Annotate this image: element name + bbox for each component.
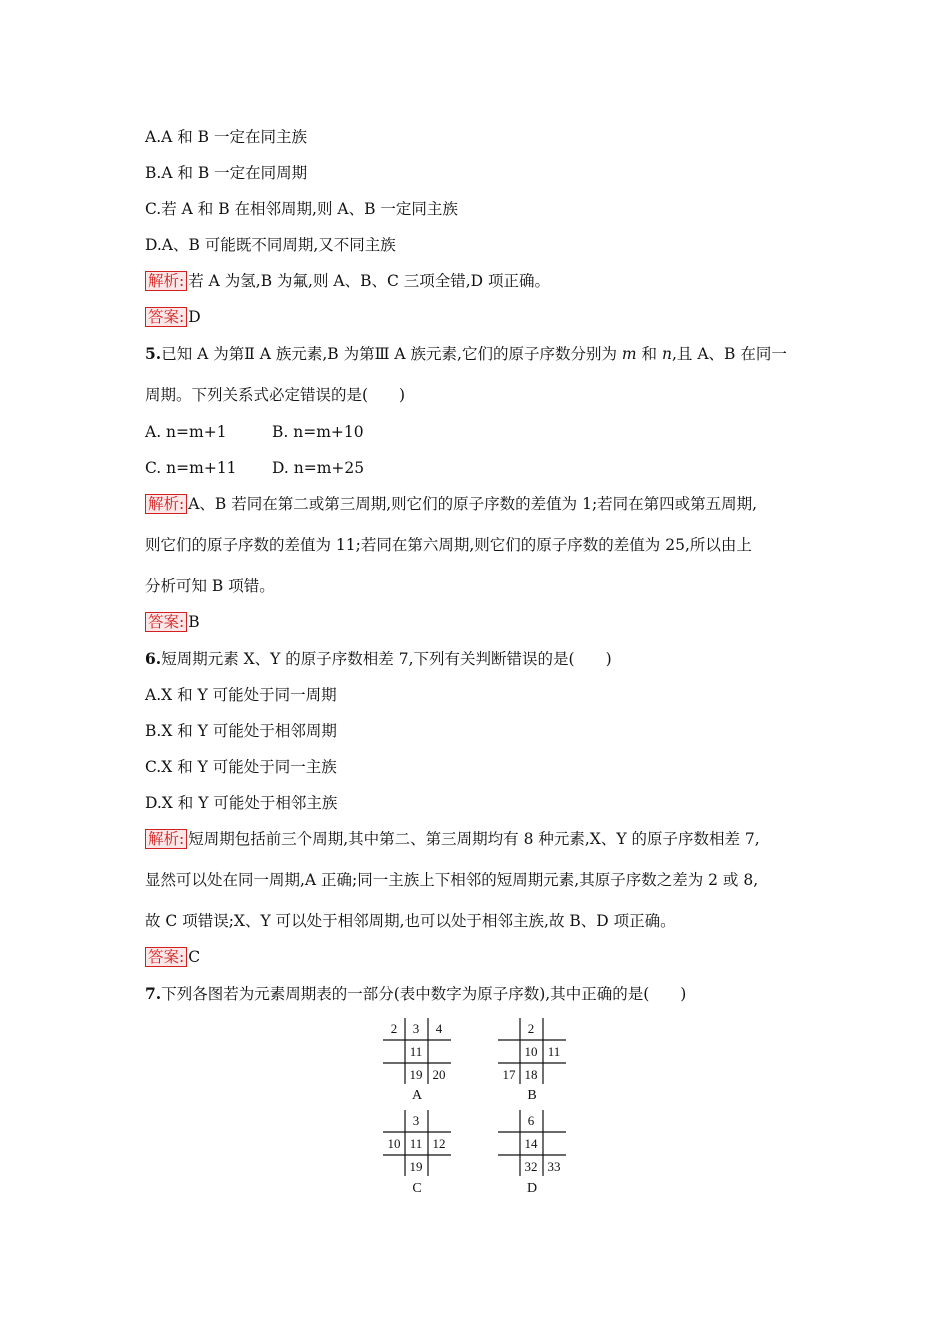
q4-option-b: B.A 和 B 一定在同周期 [145, 164, 308, 182]
q5-stem-part: 已知 A 为第Ⅱ A 族元素,B 为第Ⅲ A 族元素,它们的原子序数分别为 [161, 345, 622, 363]
cell: 11 [547, 1044, 561, 1059]
q7-stem [145, 983, 686, 1005]
q5-analysis-line3: 分析可知 B 项错。 [145, 577, 275, 595]
q5-analysis-line2: 则它们的原子序数的差值为 11;若同在第六周期,则它们的原子序数的差值为 25,所以由上 [145, 536, 752, 554]
cell: 19 [409, 1067, 423, 1082]
q7-stem-text: 下列各图若为元素周期表的一部分(表中数字为原子序数),其中正确的是( ) [161, 985, 687, 1003]
answer-tag: 答案: [145, 307, 187, 327]
q5-options-row1 [145, 421, 364, 443]
q5-option-a: A. n=m+1 [145, 423, 227, 441]
cell: 14 [524, 1136, 538, 1151]
answer-tag: 答案: [145, 947, 187, 967]
cell: 2 [390, 1021, 398, 1036]
q4-analysis-text: 若 A 为氢,B 为氟,则 A、B、C 三项全错,D 项正确。 [188, 272, 551, 290]
figure-d [498, 1110, 568, 1210]
q4-analysis [145, 270, 550, 292]
q6-option-c: C.X 和 Y 可能处于同一主族 [145, 758, 337, 776]
q5-option-c: C. n=m+11 [145, 459, 237, 477]
cell: 10 [387, 1136, 401, 1151]
cell: 17 [502, 1067, 516, 1082]
cell: 11 [409, 1136, 423, 1151]
q6-number: 6. [145, 649, 162, 668]
analysis-tag: 解析: [145, 271, 187, 291]
cell: 2 [527, 1021, 535, 1036]
q6-analysis-line3: 故 C 项错误;X、Y 可以处于相邻周期,也可以处于相邻主族,故 B、D 项正确。 [145, 912, 676, 930]
q6-option-b: B.X 和 Y 可能处于相邻周期 [145, 722, 337, 740]
cell: 3 [412, 1021, 420, 1036]
cell: 20 [432, 1067, 446, 1082]
q5-answer-value: B [188, 613, 200, 631]
q6-stem [145, 648, 612, 670]
q5-var-m: m [621, 345, 637, 363]
cell: 19 [409, 1159, 423, 1174]
analysis-tag: 解析: [145, 494, 187, 514]
figure-label-b: B [527, 1088, 537, 1103]
q6-answer-value: C [188, 948, 201, 966]
q6-option-d: D.X 和 Y 可能处于相邻主族 [145, 794, 338, 812]
figure-b [498, 1018, 568, 1118]
q5-stem-part: 和 [636, 345, 662, 363]
q4-answer-value: D [188, 308, 201, 326]
q5-analysis-text: A、B 若同在第二或第三周期,则它们的原子序数的差值为 1;若同在第四或第五周期, [188, 495, 758, 513]
q4-option-d: D.A、B 可能既不同周期,又不同主族 [145, 236, 396, 254]
q6-analysis-line1 [145, 828, 760, 850]
cell: 11 [409, 1044, 423, 1059]
cell: 10 [524, 1044, 538, 1059]
cell: 6 [527, 1113, 535, 1128]
q5-number: 5. [145, 344, 162, 363]
figure-c [383, 1110, 453, 1210]
figure-label-a: A [411, 1088, 423, 1103]
q4-option-c: C.若 A 和 B 在相邻周期,则 A、B 一定同主族 [145, 200, 458, 218]
cell: 3 [412, 1113, 420, 1128]
cell: 18 [524, 1067, 538, 1082]
q4-option-a: A.A 和 B 一定在同主族 [145, 128, 307, 146]
figure-label-c: C [412, 1181, 422, 1196]
q6-answer [145, 946, 200, 968]
figure-label-d: D [526, 1181, 538, 1196]
q4-answer [145, 306, 201, 328]
q5-stem-part: ,且 A、B 在同一 [671, 345, 787, 363]
q5-answer [145, 611, 200, 633]
q5-option-b: B. n=m+10 [272, 423, 364, 441]
q7-number: 7. [145, 984, 162, 1003]
cell: 12 [432, 1136, 446, 1151]
cell: 33 [547, 1159, 561, 1174]
q5-stem-line2: 周期。下列关系式必定错误的是( ) [145, 386, 406, 404]
answer-tag: 答案: [145, 612, 187, 632]
q5-option-d: D. n=m+25 [272, 459, 365, 477]
q5-options-row2 [145, 457, 365, 479]
q5-var-n: n [661, 345, 672, 363]
q6-analysis-line2: 显然可以处在同一周期,A 正确;同一主族上下相邻的短周期元素,其原子序数之差为 2 或 8, [145, 871, 759, 889]
q6-stem-text: 短周期元素 X、Y 的原子序数相差 7,下列有关判断错误的是( ) [161, 650, 612, 668]
analysis-tag: 解析: [145, 829, 187, 849]
cell: 4 [435, 1021, 443, 1036]
q5-stem-line1 [145, 343, 787, 365]
q6-analysis-text: 短周期包括前三个周期,其中第二、第三周期均有 8 种元素,X、Y 的原子序数相差 7, [188, 830, 760, 848]
q6-option-a: A.X 和 Y 可能处于同一周期 [145, 686, 337, 704]
q5-analysis-line1 [145, 493, 757, 515]
cell: 32 [524, 1159, 538, 1174]
figure-a [383, 1018, 453, 1118]
